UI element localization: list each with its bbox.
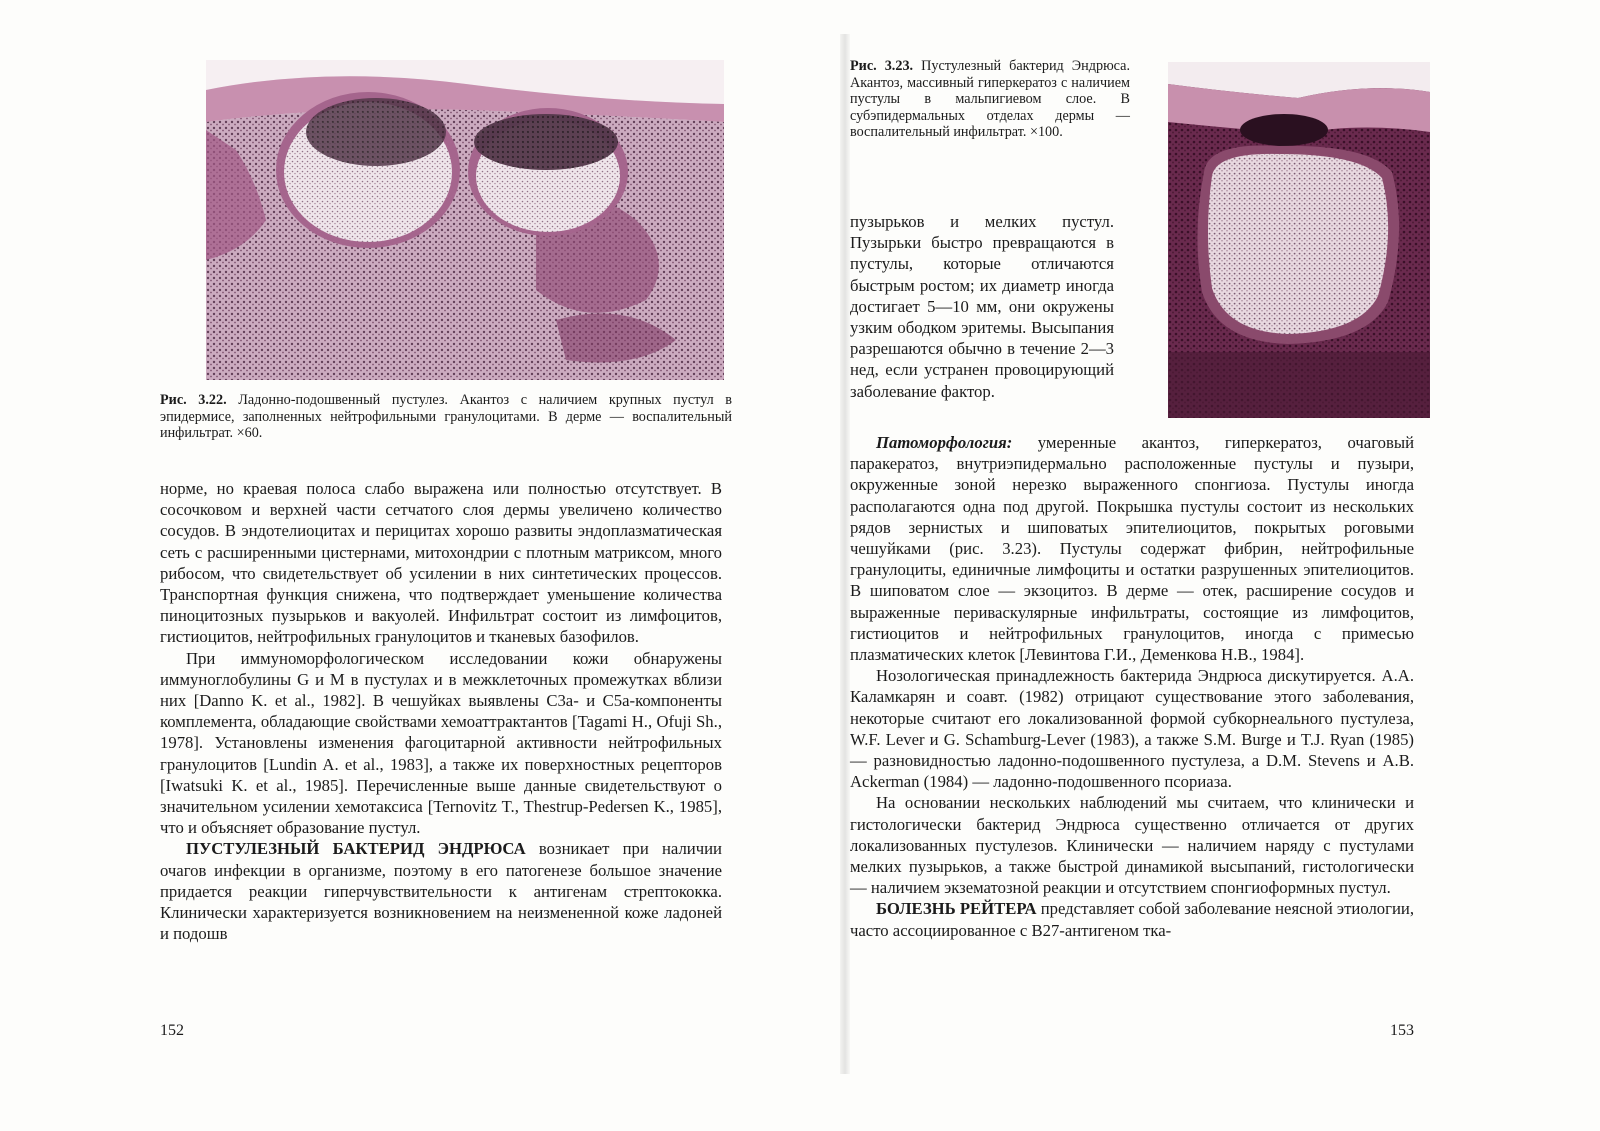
right-paragraph-3: На основании нескольких наблюдений мы считаем, что клинически и гистологически бактерид Эндрюса существенно отличается от других локализованных пустулезов. Клинически — наличием наряду с пустулами мелких пузырьков, а также быстрой динамикой высыпаний, гистологически — наличием экзематозной реакции и отсутствием спонгиоформных пустул.: [850, 793, 1414, 898]
figure-3-22-caption-text: Ладонно-подошвенный пустулез. Акантоз с наличием крупных пустул в эпидермисе, заполненных нейтрофильными гранулоцитами. В дерме — воспалительный инфильтрат. ×60.: [160, 392, 732, 441]
right-paragraph-1: [850, 432, 1414, 665]
micrograph-figure-3-23: [1168, 62, 1430, 418]
left-page-body: [160, 478, 722, 944]
page-number-left: 152: [160, 1022, 184, 1039]
right-narrow-paragraph: пузырьков и мелких пустул. Пузырьки быстро превращаются в пустулы, которые отличаются быстрым ростом; их диаметр иногда достигает 5—10 мм, они окружены узким ободком эритемы. Высыпания разрешаются обычно в течение 2—3 нед, если устранен провоцирующий заболевание фактор.: [850, 212, 1114, 401]
book-gutter: [840, 34, 850, 1074]
figure-3-23-caption-text: Пустулезный бактерид Эндрюса. Акантоз, массивный гиперкератоз с наличием пустулы в мальпигиевом слое. В субэпидермальных отделах дермы — воспалительный инфильтрат. ×100.: [850, 58, 1130, 140]
left-paragraph-3-text: возникает при наличии очагов инфекции в организме, поэтому в его патогенезе большое значение придается реакции гиперчувствительности к антигенам стрептококка. Клинически характеризуется возникновением на неизмененной коже ладоней и подошв: [160, 839, 722, 944]
right-paragraph-1-text: умеренные акантоз, гиперкератоз, очаговый паракератоз, внутриэпидермально расположенные пустулы и пузыри, окруженные зоной нерезко выраженного спонгиоза. Пустулы иногда располагаются одна под другой. Покрышка пустулы состоит из нескольких рядов зернистых и шиповатых эпителиоцитов, покрытых роговыми чешуйками (рис. 3.23). Пустулы содержат фибрин, нейтрофильные гранулоциты, единичные лимфоциты и остатки разрушенных эпителиоцитов. В шиповатом слое — экзоцитоз. В дерме — отек, расширение сосудов и выраженные периваскулярные инфильтраты, состоящие из лимфоцитов, гистиоцитов и нейтрофильных гранулоцитов, иногда с примесью плазматических клеток [Левинтова Г.И., Деменкова Н.В., 1984].: [850, 433, 1414, 665]
right-page: [850, 0, 1600, 1131]
micrograph-figure-3-22: [206, 60, 724, 380]
figure-3-22-caption: [160, 392, 732, 442]
right-page-body: [850, 432, 1414, 941]
section-heading-reiter: БОЛЕЗНЬ РЕЙТЕРА: [876, 899, 1037, 919]
right-paragraph-4-text: представляет собой заболевание неясной этиологии, часто ассоциированное с B27-антигеном тка-: [850, 899, 1414, 940]
left-paragraph-2: При иммуноморфологическом исследовании кожи обнаружены иммуноглобулины G и M в пустулах и в межклеточных промежутках вблизи них [Danno K. et al., 1982]. В чешуйках выявлены C3a- и C5a-компоненты комплемента, обладающие свойствами хемоаттрактантов [Tagami H., Ofuji Sh., 1978]. Установлены изменения фагоцитарной активности нейтрофильных гранулоцитов [Lundin A. et al., 1983], а также их поверхностных рецепторов [Iwatsuki K. et al., 1985]. Перечисленные выше данные свидетельствуют о значительном усилении хемотаксиса [Ternovitz T., Thestrup-Pedersen K., 1985], что и объясняет образование пустул.: [160, 648, 722, 838]
right-paragraph-2: Нозологическая принадлежность бактерида Эндрюса дискутируется. А.А. Каламкарян и соавт. (1982) отрицают существование этого заболевания, некоторые считают его локализованной формой субкорнеального пустулеза, W.F. Lever и G. Schamburg-Lever (1983), а также S.M. Burge и T.J. Ryan (1985) — разновидностью ладонно-подошвенного пустулеза, а D.M. Stevens и A.B. Ackerman (1984) — ладонно-подошвенного псориаза.: [850, 666, 1414, 792]
page-number-right: 153: [1390, 1022, 1414, 1039]
left-paragraph-3: [160, 838, 722, 944]
figure-3-23-caption: [850, 58, 1130, 141]
section-heading-pathomorphology: Патоморфология:: [876, 433, 1013, 452]
section-heading-andrews: ПУСТУЛЕЗНЫЙ БАКТЕРИД ЭНДРЮСА: [186, 839, 526, 859]
figure-3-22-label: Рис. 3.22.: [160, 392, 227, 408]
figure-3-23-label: Рис. 3.23.: [850, 58, 914, 74]
right-paragraph-4: [850, 898, 1414, 940]
left-paragraph-1: норме, но краевая полоса слабо выражена или полностью отсутствует. В сосочковом и верхней части сетчатого слоя дермы увеличено количество сосудов. В эндотелиоцитах и перицитах хорошо развиты эндоплазматическая сеть с расширенными цистернами, митохондрии с плотным матриксом, много рибосом, что свидетельствует об усилении в них синтетических процессов. Транспортная функция снижена, что подтверждает уменьшение количества пиноцитозных пузырьков и вакуолей. Инфильтрат состоит из лимфоцитов, гистиоцитов, нейтрофильных гранулоцитов и тканевых базофилов.: [160, 479, 722, 647]
right-page-narrow-text: [850, 211, 1114, 402]
